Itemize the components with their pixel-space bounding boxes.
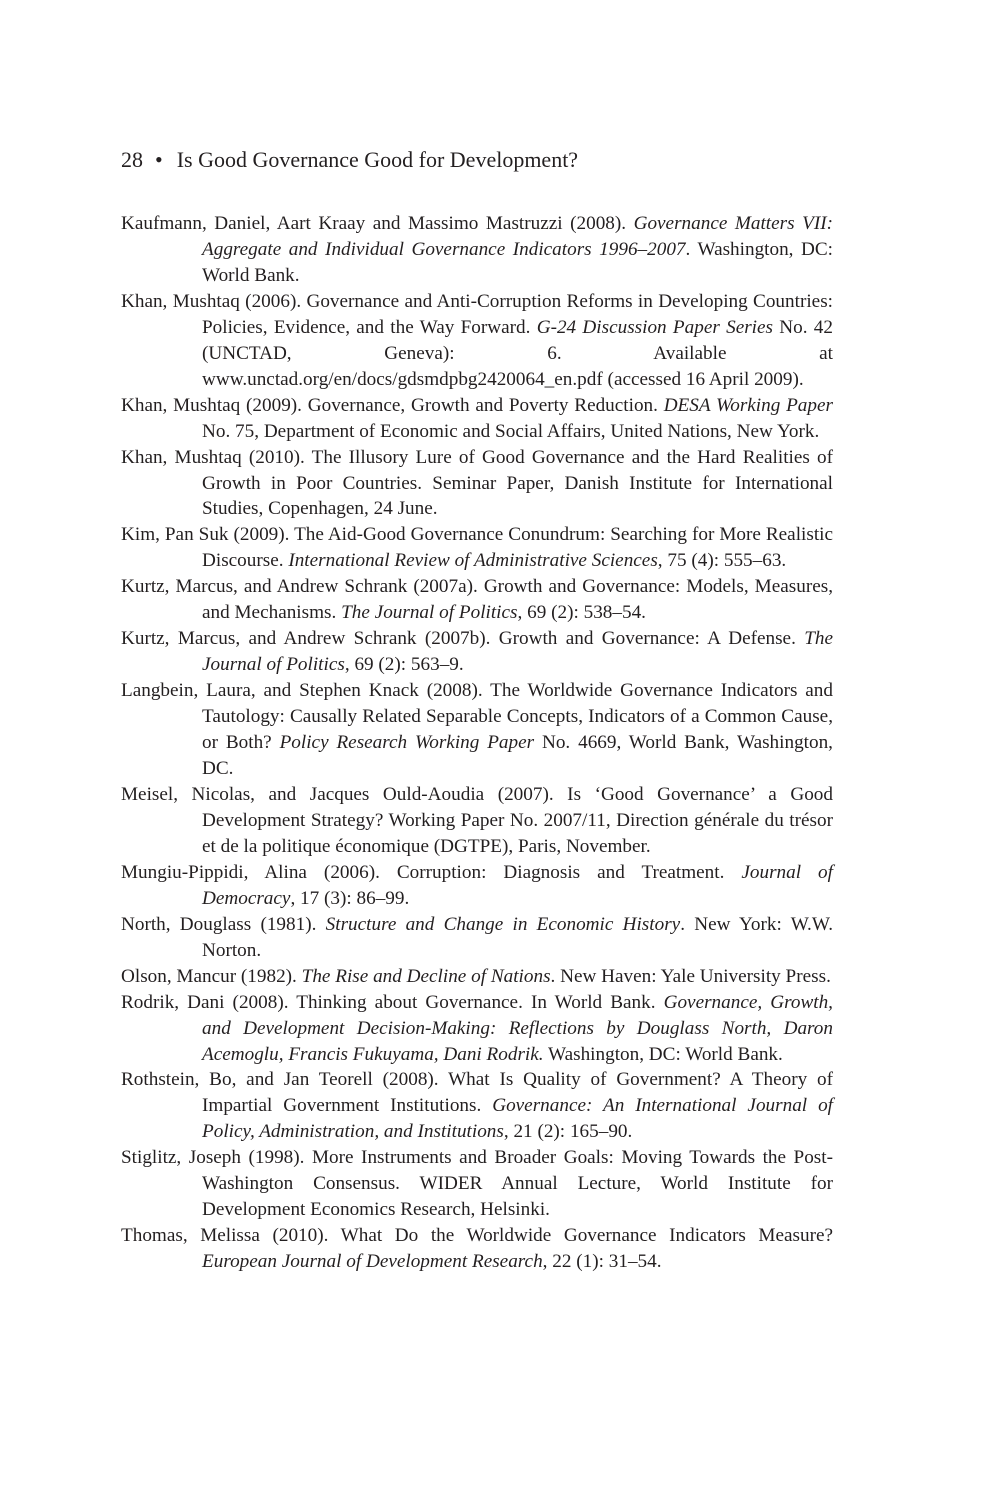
reference-entry: Olson, Mancur (1982). The Rise and Decline of Nations. New Haven: Yale University Press.	[121, 965, 831, 987]
reference-entry: Stiglitz, Joseph (1998). More Instruments and Broader Goals: Moving Towards the Post-Washington Consensus. WIDER Annual Lecture, World Institute for Development Economics Research, Helsinki.	[121, 1147, 833, 1221]
reference-entry: Mungiu-Pippidi, Alina (2006). Corruption: Diagnosis and Treatment. Journal of Democracy, 17 (3): 86–99.	[121, 861, 833, 909]
running-title: Is Good Governance Good for Development?	[176, 147, 579, 172]
reference-entry: Kaufmann, Daniel, Aart Kraay and Massimo Mastruzzi (2008). Governance Matters VII: Aggregate and Individual Governance Indicators 1996–2007. Washington, DC: World Bank.	[121, 213, 833, 286]
reference-entry: Khan, Mushtaq (2006). Governance and Anti-Corruption Reforms in Developing Countries: Policies, Evidence, and the Way Forward. G-24 Discussion Paper Series No. 42 (UNCTAD, Geneva): 6. Available at www.unctad.org/en/docs/gdsmdpbg2420064_en.pdf (accessed 16 April 2009).	[121, 290, 833, 390]
reference-entry: Thomas, Melissa (2010). What Do the Worldwide Governance Indicators Measure? European Journal of Development Research, 22 (1): 31–54.	[121, 1225, 833, 1273]
reference-entry: Meisel, Nicolas, and Jacques Ould-Aoudia (2007). Is ‘Good Governance’ a Good Development Strategy? Working Paper No. 2007/11, Direction générale du trésor et de la politique économique (DGTPE), Paris, November.	[121, 783, 833, 857]
page-number: 28	[121, 147, 143, 172]
reference-entry: Rothstein, Bo, and Jan Teorell (2008). What Is Quality of Government? A Theory of Impartial Government Institutions. Governance: An International Journal of Policy, Administration, and Institutions, 21 (2): 165–90.	[121, 1069, 833, 1143]
reference-entry: Khan, Mushtaq (2009). Governance, Growth and Poverty Reduction. DESA Working Paper No. 75, Department of Economic and Social Affairs, United Nations, New York.	[121, 394, 833, 442]
reference-entry: Rodrik, Dani (2008). Thinking about Governance. In World Bank. Governance, Growth, and Development Decision-Making: Reflections by Douglass North, Daron Acemoglu, Francis Fukuyama, Dani Rodrik. Washington, DC: World Bank.	[121, 991, 833, 1065]
reference-entry: Kurtz, Marcus, and Andrew Schrank (2007b). Growth and Governance: A Defense. The Journal of Politics, 69 (2): 563–9.	[121, 628, 833, 676]
reference-entry: Langbein, Laura, and Stephen Knack (2008). The Worldwide Governance Indicators and Tautology: Causally Related Separable Concepts, Indicators of a Common Cause, or Both? Policy Research Working Paper No. 4669, World Bank, Washington, DC.	[121, 680, 833, 780]
reference-list	[121, 211, 833, 1275]
reference-entry: Khan, Mushtaq (2010). The Illusory Lure of Good Governance and the Hard Realities of Growth in Poor Countries. Seminar Paper, Danish Institute for International Studies, Copenhagen, 24 June.	[121, 446, 833, 520]
reference-entry: Kurtz, Marcus, and Andrew Schrank (2007a). Growth and Governance: Models, Measures, and Mechanisms. The Journal of Politics, 69 (2): 538–54.	[121, 576, 833, 624]
running-header	[121, 145, 578, 175]
reference-entry: North, Douglass (1981). Structure and Change in Economic History. New York: W.W. Norton.	[121, 913, 833, 961]
reference-entry: Kim, Pan Suk (2009). The Aid-Good Governance Conundrum: Searching for More Realistic Discourse. International Review of Administrative Sciences, 75 (4): 555–63.	[121, 524, 833, 572]
header-separator: •	[155, 147, 163, 172]
